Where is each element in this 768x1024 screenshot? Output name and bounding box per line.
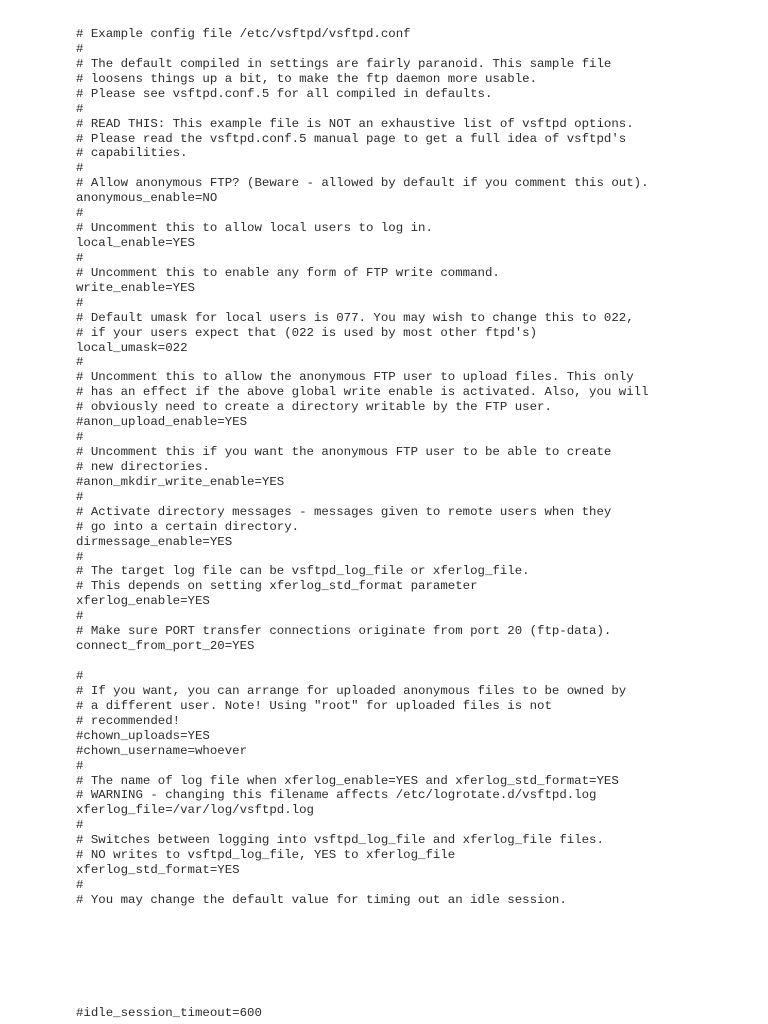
- config-comment-line: #anon_upload_enable=YES: [76, 415, 248, 430]
- config-setting-line: dirmessage_enable=YES: [76, 534, 233, 549]
- config-comment-line: # Uncomment this if you want the anonymous FTP user to be able to create: [76, 445, 612, 460]
- config-comment-line: #: [76, 101, 84, 116]
- config-setting-line: local_umask=022: [76, 340, 188, 355]
- config-setting-line: write_enable=YES: [76, 280, 195, 295]
- config-comment-line: # WARNING - changing this filename affects /etc/logrotate.d/vsftpd.log: [76, 788, 597, 803]
- config-comment-line: #: [76, 489, 84, 504]
- config-comment-line: # Switches between logging into vsftpd_log_file and xferlog_file files.: [76, 833, 604, 848]
- config-comment-line: # You may change the default value for timing out an idle session.: [76, 892, 567, 907]
- config-setting-line: anonymous_enable=NO: [76, 191, 218, 206]
- config-comment-line: #chown_uploads=YES: [76, 728, 210, 743]
- config-setting-line: xferlog_enable=YES: [76, 594, 210, 609]
- config-setting-line: xferlog_std_format=YES: [76, 863, 240, 878]
- config-comment-line: # Uncomment this to allow local users to log in.: [76, 221, 433, 236]
- config-comment-line: # Default umask for local users is 077. You may wish to change this to 022,: [76, 310, 634, 325]
- config-setting-line: connect_from_port_20=YES: [76, 639, 255, 654]
- config-setting-line: xferlog_file=/var/log/vsftpd.log: [76, 803, 314, 818]
- config-comment-line: # Uncomment this to enable any form of FTP write command.: [76, 265, 500, 280]
- config-comment-line: # recommended!: [76, 713, 181, 728]
- config-comment-line: # a different user. Note! Using "root" for uploaded files is not: [76, 698, 552, 713]
- config-comment-line: # READ THIS: This example file is NOT an exhaustive list of vsftpd options.: [76, 116, 634, 131]
- config-comment-line: #: [76, 295, 84, 310]
- config-comment-line: #: [76, 206, 84, 221]
- config-comment-line: # The default compiled in settings are fairly paranoid. This sample file: [76, 56, 612, 71]
- config-comment-line: # Please see vsftpd.conf.5 for all compiled in defaults.: [76, 86, 493, 101]
- config-comment-line: # capabilities.: [76, 146, 188, 161]
- config-comment-line: # new directories.: [76, 459, 210, 474]
- config-comment-line: #: [76, 161, 84, 176]
- config-comment-line: #: [76, 668, 84, 683]
- config-comment-line: # If you want, you can arrange for uploaded anonymous files to be owned by: [76, 683, 627, 698]
- config-comment-line: # This depends on setting xferlog_std_format parameter: [76, 579, 478, 594]
- config-comment-line: # Please read the vsftpd.conf.5 manual page to get a full idea of vsftpd's: [76, 131, 627, 146]
- config-comment-line: #: [76, 430, 84, 445]
- config-comment-line: #chown_username=whoever: [76, 743, 248, 758]
- config-comment-line: # Allow anonymous FTP? (Beware - allowed by default if you comment this out).: [76, 176, 649, 191]
- config-comment-line: # go into a certain directory.: [76, 519, 300, 534]
- config-comment-line: # Make sure PORT transfer connections originate from port 20 (ftp-data).: [76, 624, 612, 639]
- config-comment-line: # The name of log file when xferlog_enable=YES and xferlog_std_format=YES: [76, 773, 619, 788]
- config-comment-line: #: [76, 818, 84, 833]
- config-comment-line: # loosens things up a bit, to make the ftp daemon more usable.: [76, 71, 538, 86]
- config-comment-line: # The target log file can be vsftpd_log_file or xferlog_file.: [76, 564, 530, 579]
- config-comment-line: #: [76, 41, 84, 56]
- config-setting-line: local_enable=YES: [76, 236, 195, 251]
- config-comment-line: #: [76, 250, 84, 265]
- config-comment-line: #: [76, 549, 84, 564]
- config-comment-line: # obviously need to create a directory writable by the FTP user.: [76, 400, 552, 415]
- config-comment-line: # Example config file /etc/vsftpd/vsftpd.conf: [76, 27, 411, 41]
- config-comment-line: # Activate directory messages - messages given to remote users when they: [76, 504, 612, 519]
- config-file-document: [76, 0, 756, 1024]
- config-comment-line: # Uncomment this to allow the anonymous FTP user to upload files. This only: [76, 370, 634, 385]
- config-comment-line: #idle_session_timeout=600: [76, 1006, 262, 1020]
- config-comment-line: #: [76, 355, 84, 370]
- config-comment-line: #: [76, 609, 84, 624]
- config-comment-line: #anon_mkdir_write_enable=YES: [76, 474, 285, 489]
- config-comment-line: #: [76, 758, 84, 773]
- config-comment-line: # has an effect if the above global write enable is activated. Also, you will: [76, 385, 649, 400]
- config-comment-line: #: [76, 878, 84, 892]
- config-comment-line: # if your users expect that (022 is used by most other ftpd's): [76, 325, 538, 340]
- config-comment-line: # NO writes to vsftpd_log_file, YES to xferlog_file: [76, 848, 456, 863]
